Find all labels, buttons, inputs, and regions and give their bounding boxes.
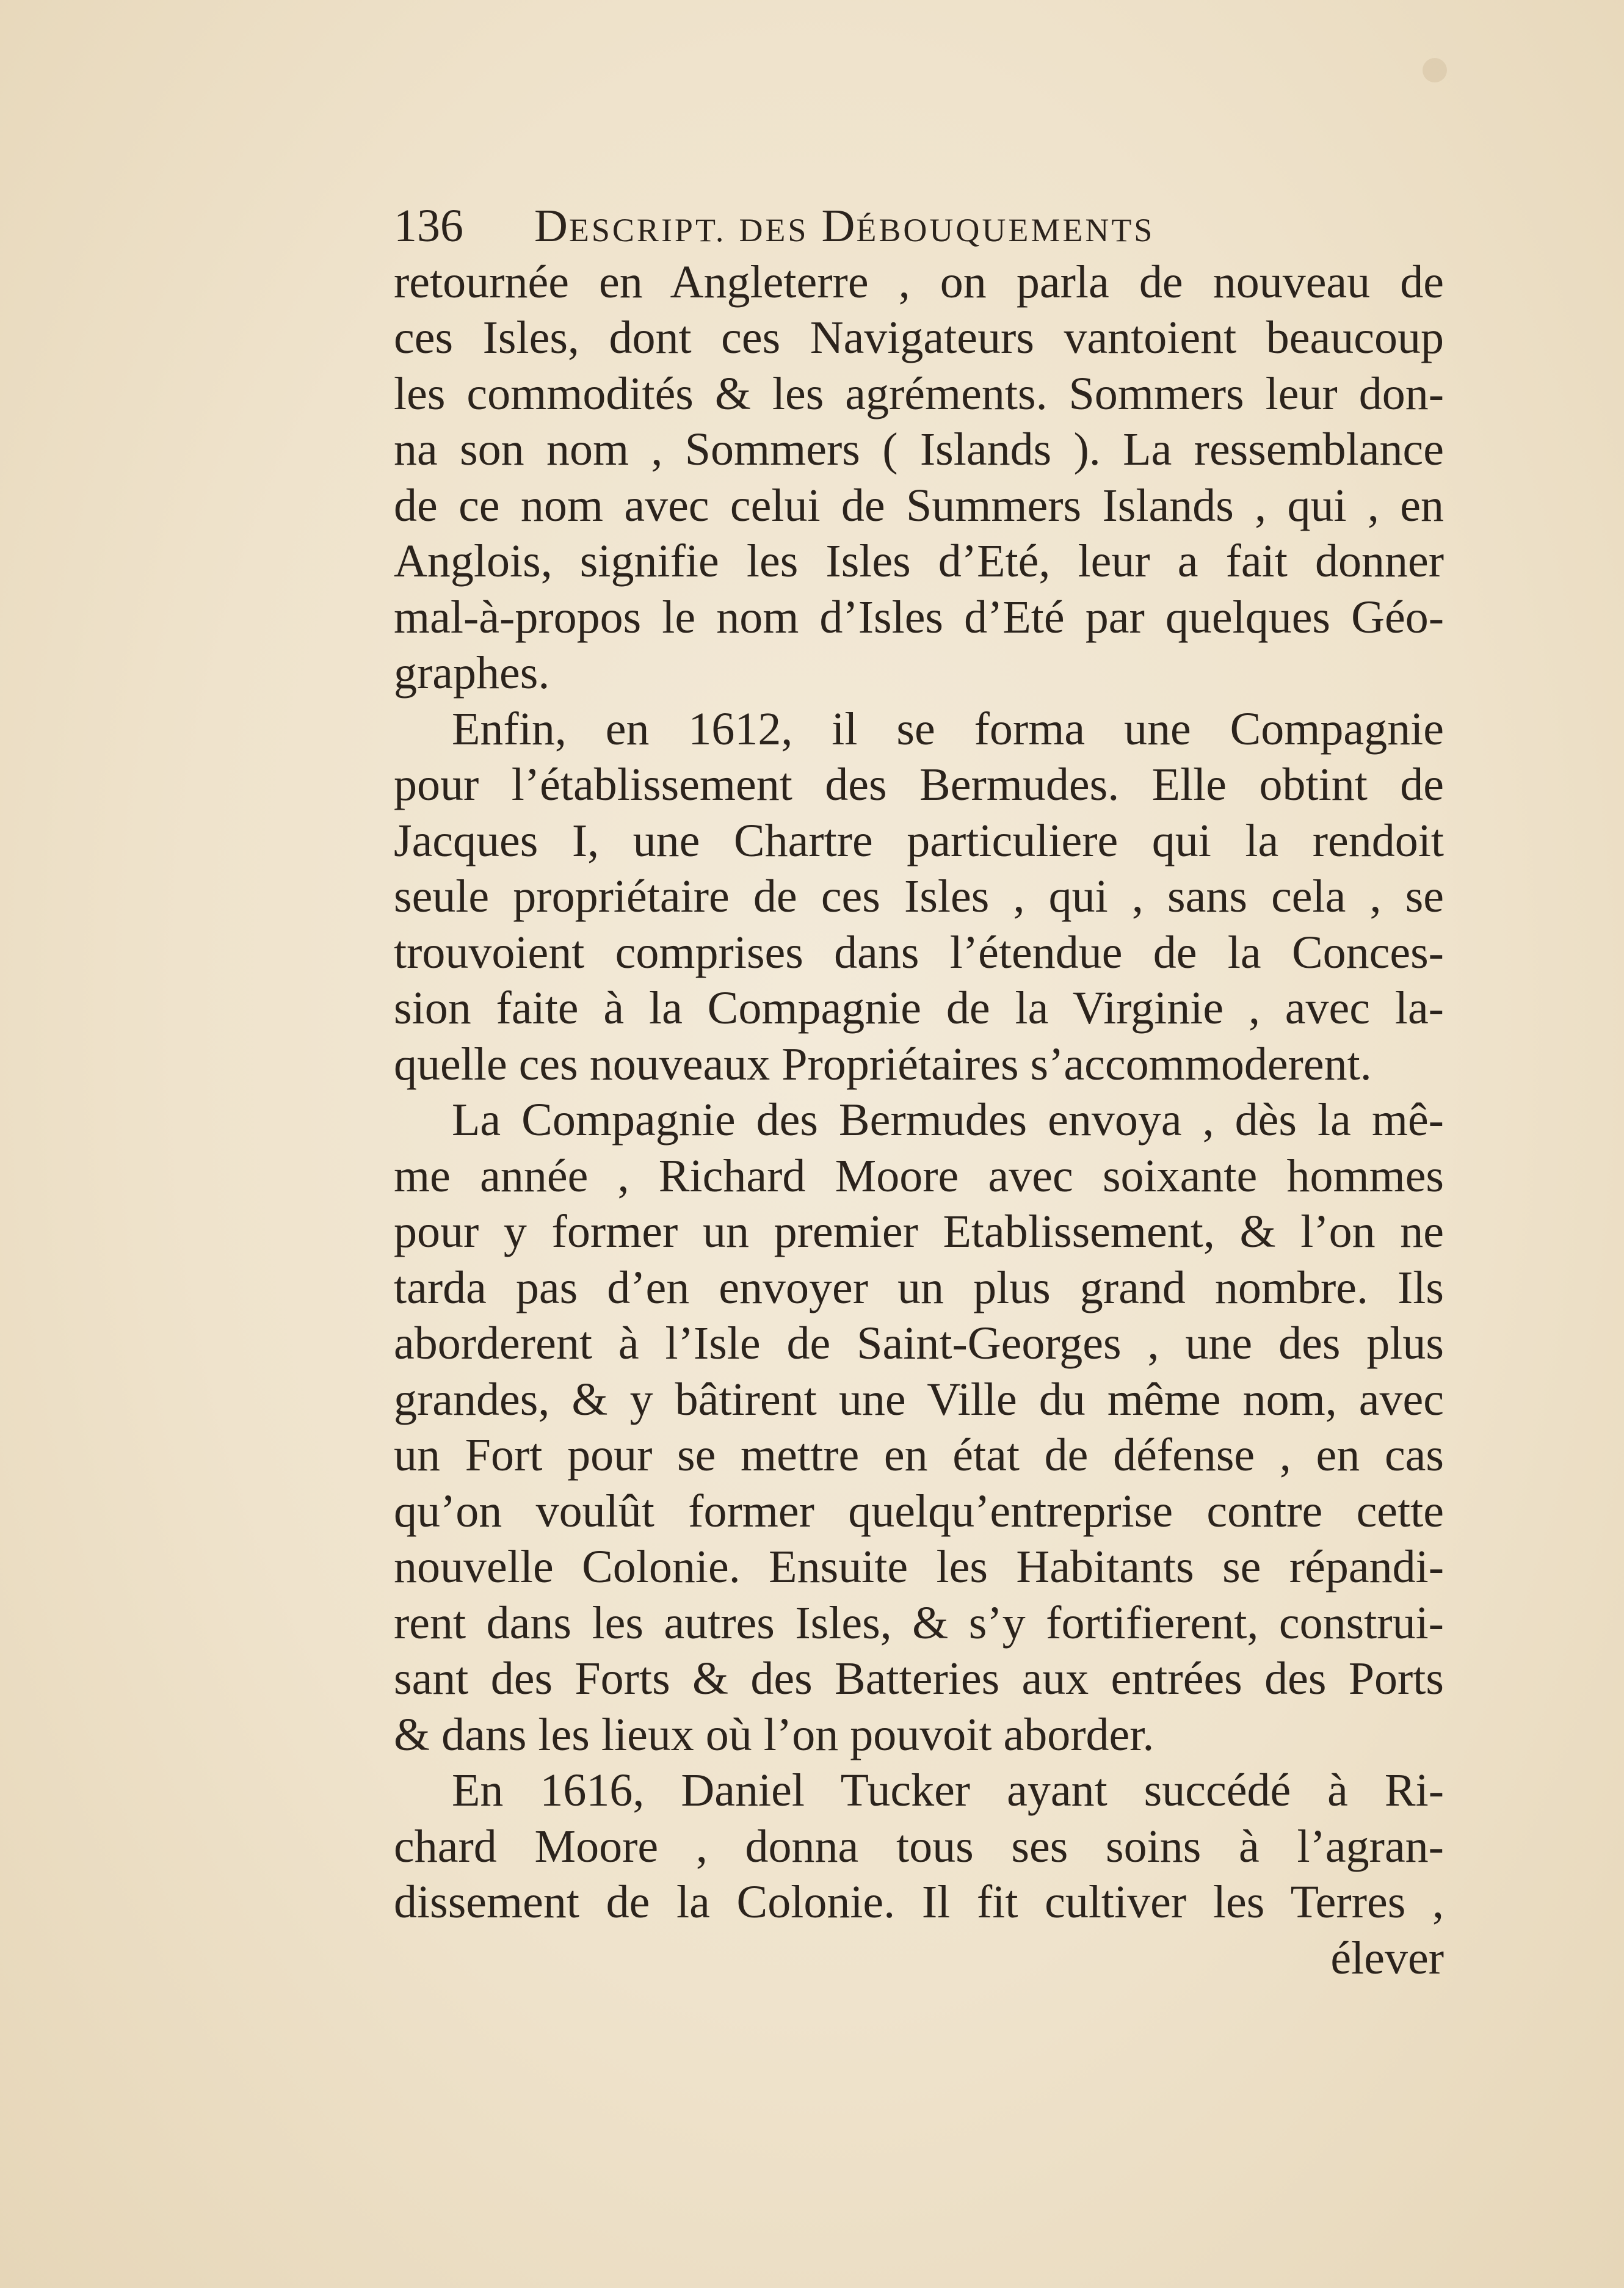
text-line: grandes, & y bâtirent une Ville du même nom, avec [394, 1373, 1444, 1425]
text-line: chard Moore , donna tous ses soins à l’agran- [394, 1820, 1444, 1872]
text-line: aborderent à l’Isle de Saint-Georges , une des plus [394, 1318, 1444, 1369]
running-title: DESCRIPT. DES DÉBOUQUEMENTS [534, 200, 1155, 252]
text-line: mal-à-propos le nom d’Isles d’Eté par quelques Géo- [394, 591, 1444, 643]
text-line: les commodités & les agréments. Sommers leur don- [394, 368, 1444, 419]
text-line: de ce nom avec celui de Summers Islands , qui , en [394, 479, 1444, 531]
text-line: me année , Richard Moore avec soixante hommes [394, 1150, 1444, 1202]
text-line: graphes. [394, 647, 550, 699]
text-line: un Fort pour se mettre en état de défense , en cas [394, 1429, 1444, 1481]
text-line: sion faite à la Compagnie de la Virginie , avec la- [394, 982, 1444, 1034]
text-line: retournée en Angleterre , on parla de nouveau de [394, 256, 1444, 308]
catchword: élever [1330, 1932, 1444, 1984]
paper-stain [1423, 58, 1447, 82]
text-line: nouvelle Colonie. Ensuite les Habitants se répandi- [394, 1541, 1444, 1593]
text-line: na son nom , Sommers ( Islands ). La ressemblance [394, 424, 1444, 475]
text-block [394, 198, 1444, 1986]
text-line: La Compagnie des Bermudes envoya , dès la mê- [452, 1094, 1444, 1146]
text-line: & dans les lieux où l’on pouvoit aborder. [394, 1709, 1155, 1760]
text-line: Jacques I, une Chartre particuliere qui la rendoit [394, 815, 1444, 866]
text-line: quelle ces nouveaux Propriétaires s’accommoderent. [394, 1038, 1372, 1090]
text-line: En 1616, Daniel Tucker ayant succédé à Ri- [452, 1765, 1444, 1816]
text-line: sant des Forts & des Batteries aux entrées des Ports [394, 1653, 1444, 1704]
text-line: dissement de la Colonie. Il fit cultiver les Terres , [394, 1876, 1444, 1928]
text-line: pour l’établissement des Bermudes. Elle obtint de [394, 759, 1444, 810]
page-number: 136 [394, 200, 463, 252]
text-line: pour y former un premier Etablissement, & l’on ne [394, 1206, 1444, 1257]
text-line: rent dans les autres Isles, & s’y fortifierent, construi- [394, 1597, 1444, 1649]
text-line: Enfin, en 1612, il se forma une Compagnie [452, 703, 1444, 755]
text-line: seule propriétaire de ces Isles , qui , sans cela , se [394, 871, 1444, 922]
text-line: qu’on voulût former quelqu’entreprise contre cette [394, 1485, 1444, 1537]
text-line: ces Isles, dont ces Navigateurs vantoient beaucoup [394, 312, 1444, 363]
text-line: Anglois, signifie les Isles d’Eté, leur a fait donner [394, 536, 1444, 587]
text-line: tarda pas d’en envoyer un plus grand nombre. Ils [394, 1262, 1444, 1313]
page-header [394, 198, 1444, 255]
text-line: trouvoient comprises dans l’étendue de la Conces- [394, 926, 1444, 978]
